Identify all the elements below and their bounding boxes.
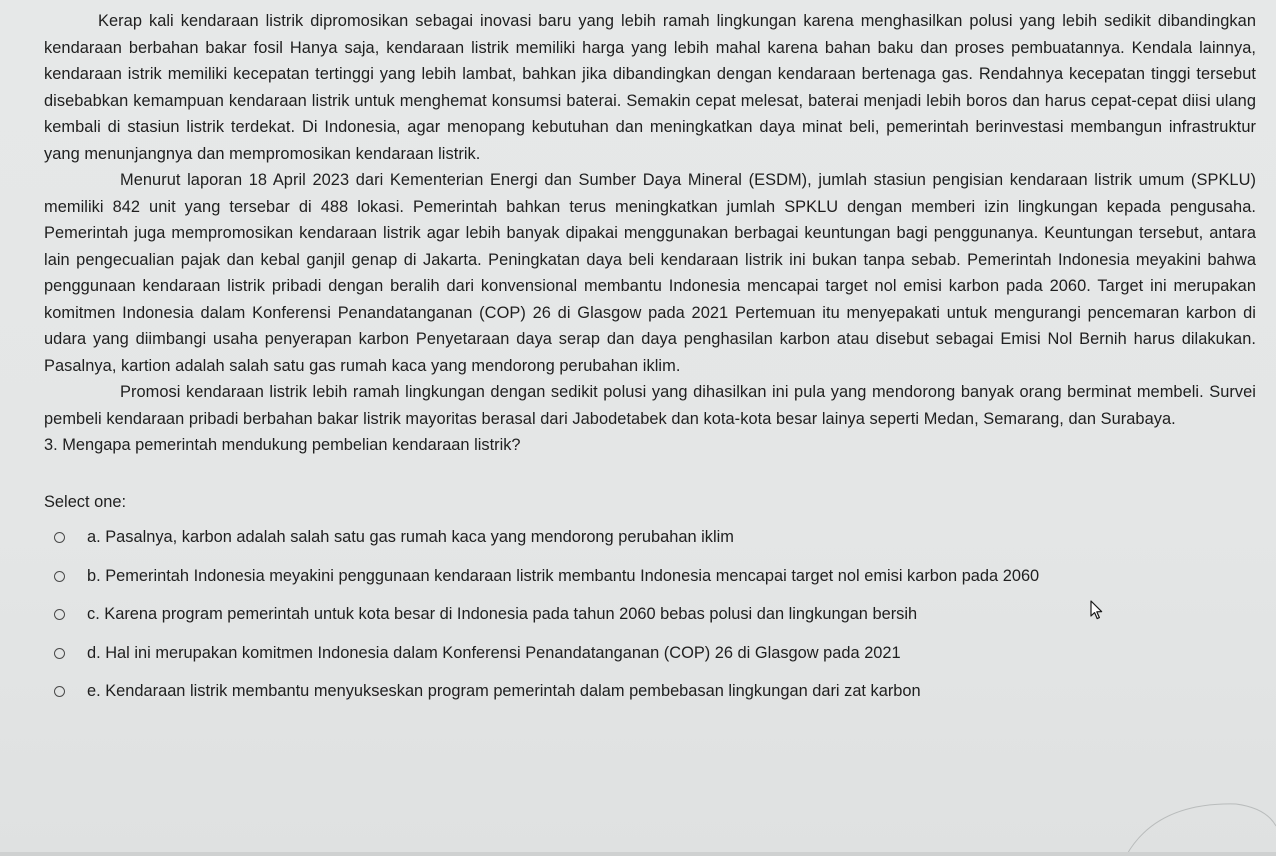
screen-bottom-edge [0,852,1276,856]
answer-option-label: c. Karena program pemerintah untuk kota besar di Indonesia pada tahun 2060 bebas polusi dan lingkungan bersih [87,605,918,624]
passage-paragraph-2: Menurut laporan 18 April 2023 dari Kementerian Energi dan Sumber Daya Mineral (ESDM), jumlah stasiun pengisian kendaraan listrik umum (SPKLU) memiliki 842 unit yang tersebar di 488 lokasi. Pemerintah bahkan terus meningkatkan jumlah SPKLU dengan memberi izin lingkungan kepada pengusaha. Pemerintah juga mempromosikan kendaraan listrik agar lebih banyak dipakai menggunakan berbagai keuntungan bagi penggunanya. Keuntungan tersebut, antara lain pengecualian pajak dan kebal ganjil genap di Jakarta. Peningkatan daya beli kendaraan listrik ini bukan tanpa sebab. Pemerintah Indonesia meyakini bahwa penggunaan kendaraan listrik pribadi dengan beralih dari konvensional membantu Indonesia mencapai target nol emisi karbon pada 2060. Target ini merupakan komitmen Indonesia dalam Konferensi Penandatanganan (COP) 26 di Glasgow pada 2021 Pertemuan itu menyepakati untuk mengurangi pencemaran karbon di udara yang diimbangi usaha penyerapan karbon Penyetaraan daya serap dan daya penghasilan karbon atau disebut sebagai Emisi Nol Bernih harus dilakukan. Pasalnya, kartion adalah salah satu gas rumah kaca yang mendorong perubahan iklim. [44,171,1256,375]
answer-option-a[interactable] [44,519,1256,558]
answer-options [44,519,1256,712]
answer-option-label: a. Pasalnya, karbon adalah salah satu gas rumah kaca yang mendorong perubahan iklim [87,528,734,547]
answer-option-b[interactable] [44,557,1256,596]
radio-button-b[interactable] [54,571,65,582]
answer-option-label: d. Hal ini merupakan komitmen Indonesia dalam Konferensi Penandatanganan (COP) 26 di Glasgow pada 2021 [87,643,901,662]
answer-option-e[interactable] [44,673,1256,712]
radio-button-e[interactable] [54,686,65,697]
passage-paragraph-3: Promosi kendaraan listrik lebih ramah lingkungan dengan sedikit polusi yang dihasilkan ini pula yang mendorong banyak orang berminat membeli. Survei pembeli kendaraan pribadi berbahan bakar listrik mayoritas berasal dari Jabodetabek dan kota-kota besar lainya seperti Medan, Semarang, dan Surabaya. [44,383,1256,428]
radio-button-a[interactable] [54,532,65,543]
passage-paragraph-1: Kerap kali kendaraan listrik dipromosikan sebagai inovasi baru yang lebih ramah lingkungan karena menghasilkan polusi yang lebih sedikit dibandingkan kendaraan berbahan bakar fosil Hanya saja, kendaraan listrik memiliki harga yang lebih mahal karena bahan baku dan proses pembuatannya. Kendala lainnya, kendaraan istrik memiliki kecepatan tertinggi yang lebih lambat, bahkan jika dibandingkan dengan kendaraan bertenaga gas. Rendahnya kecepatan tinggi tersebut disebabkan kemampuan kendaraan listrik untuk menghemat konsumsi baterai. Semakin cepat melesat, baterai menjadi lebih boros dan harus cepat-cepat diisi ulang kembali di stasiun listrik terdekat. Di Indonesia, agar menopang kebutuhan dan meningkatkan daya minat beli, pemerintah berinvestasi membangun infrastruktur yang menunjangnya dan mempromosikan kendaraan listrik. [44,12,1256,163]
radio-button-d[interactable] [54,648,65,659]
radio-button-c[interactable] [54,609,65,620]
answer-option-c[interactable] [44,596,1256,635]
quiz-page [44,8,1256,711]
answer-option-label: b. Pemerintah Indonesia meyakini penggunaan kendaraan listrik membantu Indonesia mencapai target nol emisi karbon pada 2060 [87,566,1040,585]
mouse-pointer-icon [1090,600,1104,620]
answer-option-label: e. Kendaraan listrik membantu menyukseskan program pemerintah dalam pembebasan lingkungan dari zat karbon [87,682,921,701]
question-text: 3. Mengapa pemerintah mendukung pembelian kendaraan listrik? [44,436,521,454]
reading-passage [44,8,1256,432]
screen-glare-arc [1116,796,1276,856]
answer-option-d[interactable] [44,634,1256,673]
select-one-label: Select one: [44,492,127,511]
